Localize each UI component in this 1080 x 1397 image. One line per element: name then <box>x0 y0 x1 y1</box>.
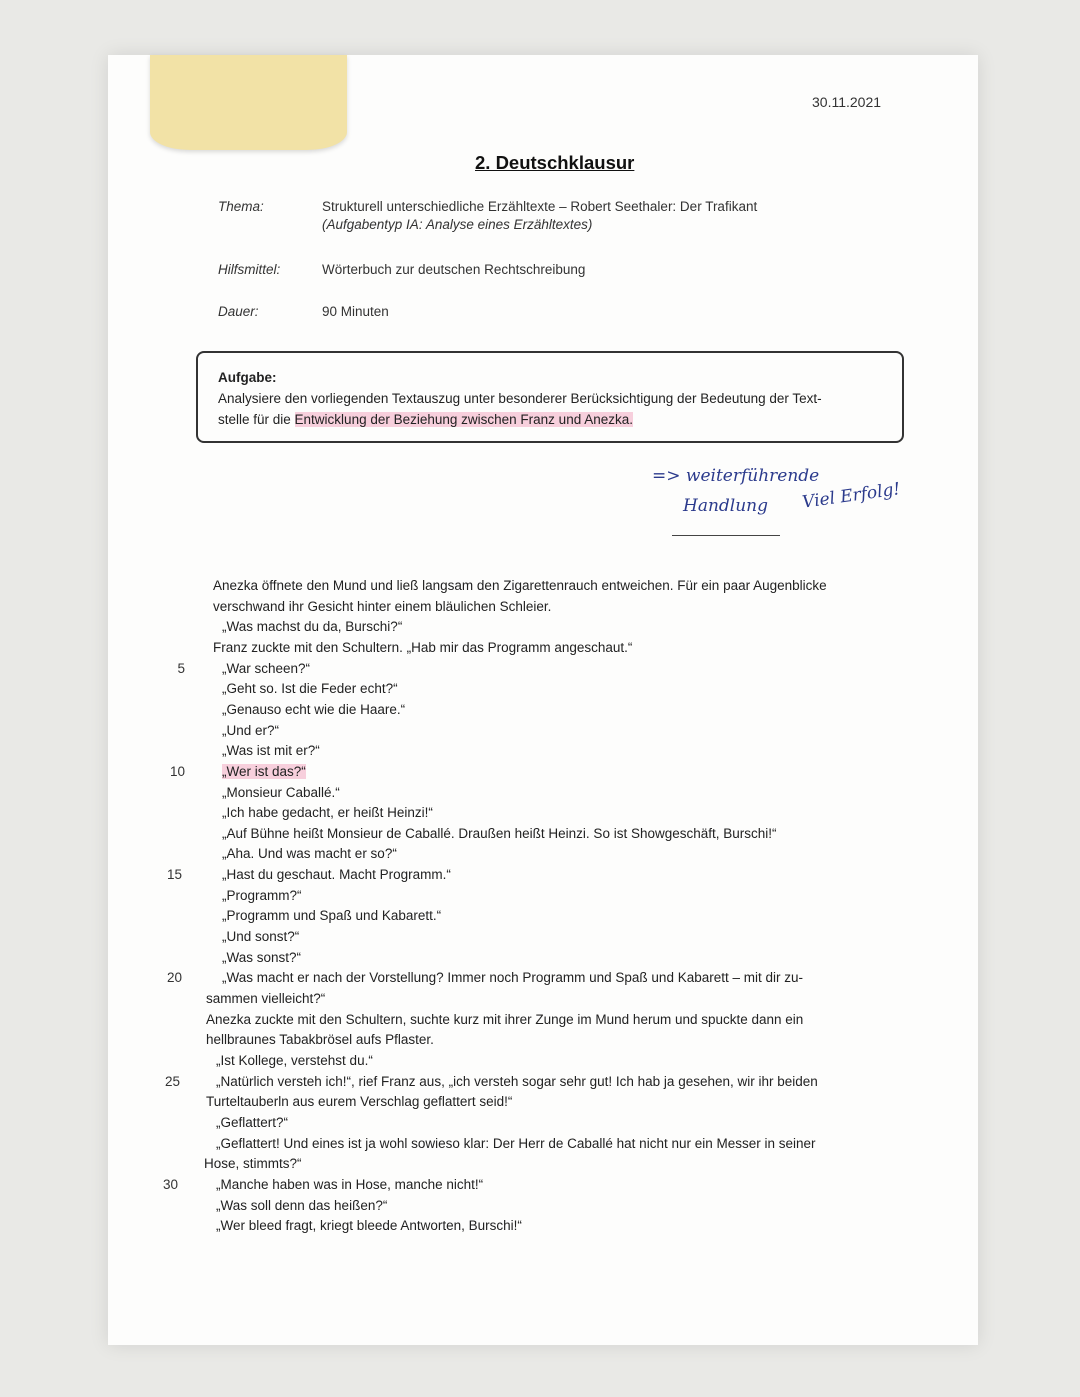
excerpt-line: „Genauso echt wie die Haare.“ <box>222 701 406 717</box>
excerpt-line: „Und er?“ <box>222 722 280 738</box>
excerpt-line: „Programm und Spaß und Kabarett.“ <box>222 908 442 924</box>
excerpt-line: „Auf Bühne heißt Monsieur de Caballé. Draußen heißt Heinzi. So ist Showgeschäft, Burschi!“ <box>222 825 777 841</box>
line-number: 15 <box>166 867 182 883</box>
excerpt-line: Anezka öffnete den Mund und ließ langsam den Zigarettenrauch entweichen. Für ein paar Augenblicke <box>213 578 827 593</box>
excerpt-line: „Aha. Und was macht er so?“ <box>222 846 397 862</box>
line-number: 5 <box>177 660 185 676</box>
handwritten-note-line-1: => weiterführende <box>652 466 820 486</box>
excerpt-line: „Was soll denn das heißen?“ <box>216 1197 388 1213</box>
excerpt-line: „Manche haben was in Hose, manche nicht!“ <box>216 1176 484 1192</box>
excerpt-line: „Ich habe gedacht, er heißt Heinzi!“ <box>222 805 433 821</box>
excerpt-line: „Was sonst?“ <box>222 949 302 965</box>
excerpt-line: „Was macht er nach der Vorstellung? Immer noch Programm und Spaß und Kabarett – mit dir zu- <box>222 970 804 986</box>
excerpt-line: Turteltauberln aus eurem Verschlag geflattert seid!“ <box>206 1094 513 1110</box>
exam-title: 2. Deutschklausur <box>475 152 635 173</box>
excerpt-line: Anezka zuckte mit den Schultern, suchte kurz mit ihrer Zunge im Mund herum und spuckte dann ein <box>206 1011 804 1027</box>
excerpt-line: hellbraunes Tabakbrösel aufs Pflaster. <box>206 1032 434 1048</box>
excerpt-line: „Was ist mit er?“ <box>222 743 320 759</box>
theme-subtext: (Aufgabentyp IA: Analyse eines Erzähltextes) <box>322 217 593 232</box>
task-line-2-plain: stelle für die <box>218 412 295 427</box>
aids-label: Hilfsmittel: <box>218 262 281 277</box>
task-line-1: Analysiere den vorliegenden Textauszug unter besonderer Berücksichtigung der Bedeutung der Text- <box>218 391 822 406</box>
handwritten-note-line-2: Handlung <box>683 496 769 516</box>
excerpt-line: „Programm?“ <box>222 887 302 903</box>
excerpt-line: „Natürlich versteh ich!“, rief Franz aus, „ich versteh sogar sehr gut! Ich hab ja gesehen, wir ihr beiden <box>216 1073 818 1089</box>
excerpt-line: „Geflattert?“ <box>216 1114 289 1130</box>
excerpt-line: „Geht so. Ist die Feder echt?“ <box>222 681 398 697</box>
excerpt-line: sammen vielleicht?“ <box>206 991 326 1006</box>
duration-label: Dauer: <box>218 304 259 319</box>
excerpt-line: Hose, stimmts?“ <box>204 1156 302 1172</box>
theme-value <box>322 199 757 232</box>
excerpt-line: „Ist Kollege, verstehst du.“ <box>216 1052 373 1068</box>
line-number: 10 <box>169 763 185 779</box>
excerpt-line: verschwand ihr Gesicht hinter einem bläulichen Schleier. <box>213 598 552 614</box>
exam-date: 30.11.2021 <box>812 94 882 110</box>
duration-value: 90 Minuten <box>322 304 389 319</box>
line-number: 20 <box>166 970 182 986</box>
line-number: 30 <box>162 1176 178 1192</box>
excerpt-line: „Wer bleed fragt, kriegt bleede Antworten, Burschi!“ <box>216 1218 522 1234</box>
task-box <box>196 351 904 443</box>
excerpt-line: „Monsieur Caballé.“ <box>222 784 340 800</box>
excerpt-line: „Was machst du da, Burschi?“ <box>222 619 403 635</box>
theme-text: Strukturell unterschiedliche Erzähltexte – Robert Seethaler: Der Trafikant <box>322 199 758 214</box>
excerpt-line: „Hast du geschaut. Macht Programm.“ <box>222 867 451 883</box>
excerpt-line: „Und sonst?“ <box>222 929 300 945</box>
aids-value: Wörterbuch zur deutschen Rechtschreibung <box>322 262 586 277</box>
handwritten-wish: Viel Erfolg! <box>801 479 902 513</box>
task-highlight: Entwicklung der Beziehung zwischen Franz und Anezka. <box>294 412 633 427</box>
task-title: Aufgabe: <box>218 370 277 385</box>
line-number: 25 <box>164 1073 180 1089</box>
theme-label: Thema: <box>218 199 264 214</box>
excerpt-line: „Geflattert! Und eines ist ja wohl sowieso klar: Der Herr de Caballé hat nicht nur ein Messer in seiner <box>216 1135 816 1151</box>
excerpt-line: „Wer ist das?“ <box>222 763 306 779</box>
excerpt-line: Franz zuckte mit den Schultern. „Hab mir das Programm angeschaut.“ <box>213 639 633 655</box>
excerpt-line: „War scheen?“ <box>222 660 311 676</box>
sticky-note <box>150 55 347 150</box>
exam-sheet <box>108 55 978 1345</box>
handwritten-underline <box>672 535 780 536</box>
